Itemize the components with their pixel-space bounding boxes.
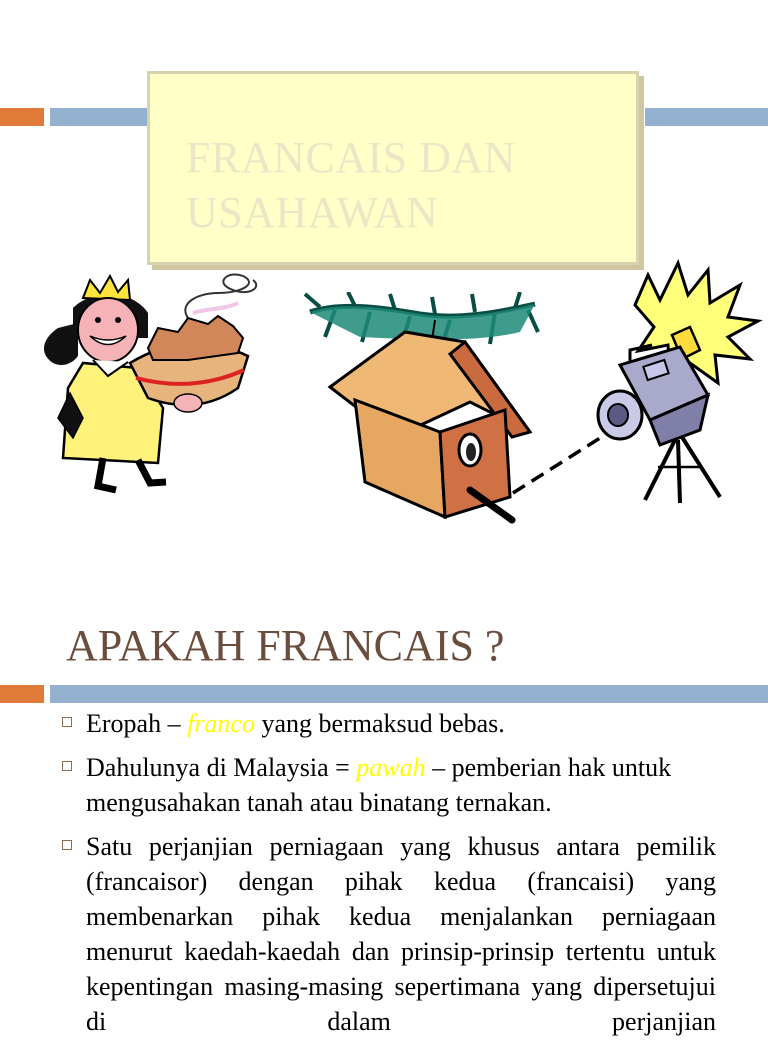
section-heading: APAKAH FRANCAIS ? bbox=[66, 621, 505, 670]
lower-accent-blue-bar bbox=[50, 685, 768, 703]
bullet-item-eropah bbox=[62, 706, 716, 741]
woman-serving-food-clipart bbox=[38, 268, 263, 498]
top-accent-blue-bar-left bbox=[50, 108, 150, 126]
bullet-square-icon bbox=[62, 761, 72, 771]
bullet-1-after: yang bermaksud bebas. bbox=[254, 709, 505, 738]
bullet-2-before: Dahulunya di Malaysia = bbox=[86, 753, 357, 782]
bullet-1-highlight: franco bbox=[187, 709, 255, 738]
bullet-1-before: Eropah – bbox=[86, 709, 188, 738]
slide-title-line1: FRANCAIS DAN bbox=[186, 133, 516, 182]
top-accent-orange-bar bbox=[0, 108, 44, 126]
bullet-item-perjanjian bbox=[62, 829, 716, 1039]
bullet-square-icon bbox=[62, 717, 72, 727]
title-box bbox=[147, 71, 639, 265]
bullet-square-icon bbox=[62, 840, 72, 850]
slide-title-line2: USAHAWAN bbox=[186, 188, 439, 237]
lower-accent-orange-bar bbox=[0, 685, 44, 703]
bullet-item-dahulunya bbox=[62, 750, 716, 820]
video-camera-clipart bbox=[590, 255, 765, 505]
bullet-list bbox=[62, 706, 716, 1048]
bullet-2-highlight: pawah bbox=[356, 753, 426, 782]
bullet-2-after: – pemberian hak untuk mengusahakan tanah atau binatang ternakan. bbox=[86, 753, 672, 817]
slide-title bbox=[186, 130, 516, 240]
top-accent-blue-bar-right bbox=[645, 108, 768, 126]
bullet-3-text: Satu perjanjian perniagaan yang khusus antara pemilik (francaisor) dengan pihak kedua (francaisi) yang membenarkan pihak kedua menjalankan perniagaan menurut kaedah-kaedah dan prinsip-prinsip tertentu untuk kepentingan masing-masing sepertimana yang dipersetujui di dalam perjanjian bbox=[86, 832, 716, 1036]
